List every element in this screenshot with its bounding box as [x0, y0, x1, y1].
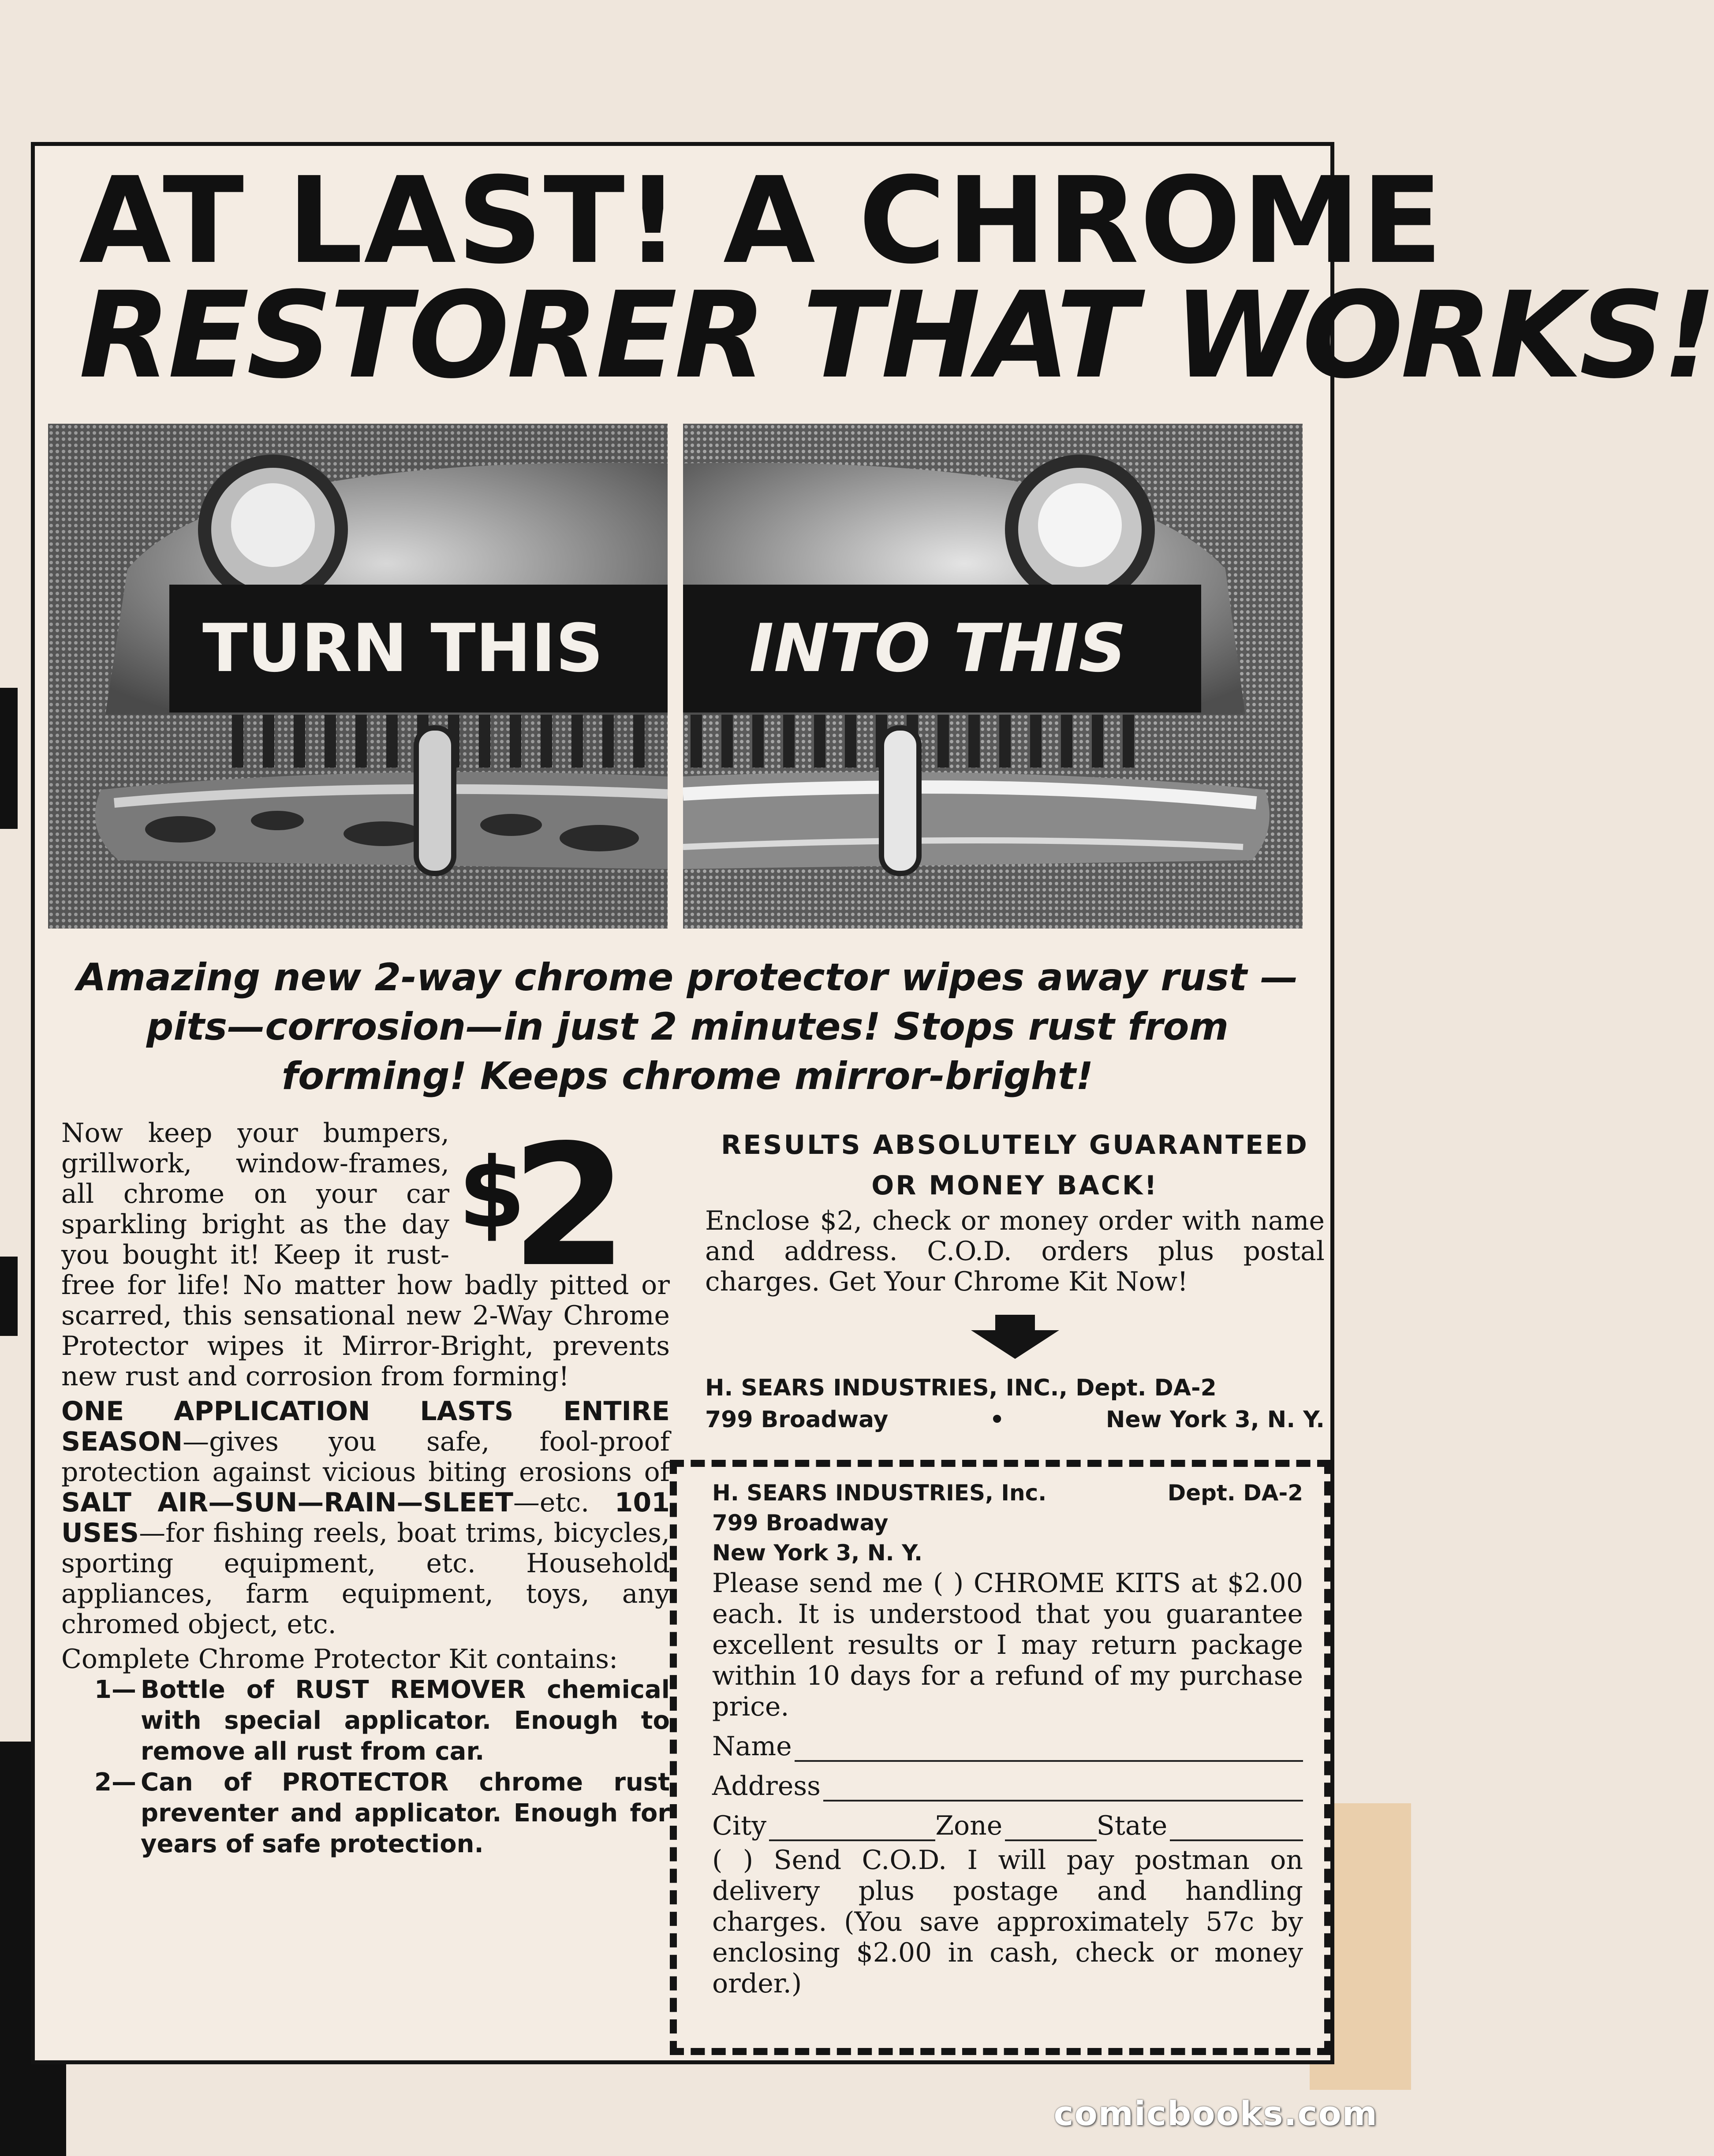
city-line[interactable]	[769, 1813, 935, 1841]
coupon-city: New York 3, N. Y.	[712, 1540, 923, 1566]
advertisement	[31, 142, 1714, 2064]
kit-item	[61, 1767, 670, 1860]
city-zone-state-field[interactable]	[712, 1802, 1303, 1841]
ordering-instructions: Enclose $2, check or money order with name and address. C.O.D. orders plus postal charges. Get Your Chrome Kit Now!	[705, 1205, 1325, 1297]
headline-line-1: AT LAST! A CHROME	[79, 151, 1444, 290]
name-field[interactable]	[712, 1722, 1303, 1762]
company-name: H. SEARS INDUSTRIES, INC., Dept. DA-2	[705, 1375, 1217, 1401]
intro-text: Now keep your bumpers, grillwork, window-frames, all chrome on your car sparkling bright as the day you bought it! Keep it rust-free for life! No matter how badly pitted or scarred, this sensational new 2-Way Chrome Protector wipes it Mirror-Bright, prevents new rust and corrosion from forming!	[61, 1118, 670, 1392]
kit-item-text: Can of PROTECTOR chrome rust preventer and applicator. Enough for years of safe protection.	[141, 1768, 670, 1858]
coupon-street: 799 Broadway	[712, 1510, 889, 1536]
headline	[79, 151, 1714, 405]
season-text-3: —for fishing reels, boat trims, bicycles, sporting equipment, etc. Household appliances, farm equipment, toys, any chromed object, etc.	[61, 1518, 670, 1640]
intro-paragraph	[61, 1108, 670, 1392]
turn-this-banner: TURN THIS	[169, 585, 668, 712]
season-paragraph	[61, 1396, 670, 1640]
name-label: Name	[712, 1731, 792, 1762]
coupon-order-text: Please send me ( ) CHROME KITS at $2.00 each. It is understood that you guarantee excellent results or I may return package within 10 days for a refund of my purchase price.	[712, 1568, 1303, 1722]
name-line[interactable]	[795, 1734, 1303, 1762]
company-address	[705, 1372, 1325, 1436]
kit-item-number: 1—	[94, 1675, 136, 1704]
address-field[interactable]	[712, 1762, 1303, 1802]
cod-text: ( ) Send C.O.D. I will pay postman on delivery plus postage and handling charges. (You save approximately 57c by enclosing $2.00 in cash, check or money order.)	[712, 1845, 1303, 1999]
coupon-content	[712, 1478, 1303, 1999]
coupon-dept: Dept. DA-2	[1167, 1480, 1303, 1506]
uses-heading: 101 USES	[61, 1487, 670, 1548]
guarantee-line-1: RESULTS ABSOLUTELY GUARANTEED	[721, 1130, 1309, 1160]
guarantee-heading	[705, 1125, 1325, 1206]
price-value: 2	[511, 1108, 628, 1304]
address-label: Address	[712, 1771, 821, 1802]
after-photo	[683, 424, 1303, 929]
state-line[interactable]	[1170, 1813, 1303, 1841]
price-tag	[458, 1108, 670, 1304]
weather-elements: SALT AIR—SUN—RAIN—SLEET	[61, 1487, 513, 1518]
product-description	[61, 1108, 670, 1860]
arrow-down-icon	[971, 1315, 1059, 1359]
kit-item-number: 2—	[94, 1768, 136, 1797]
before-after-photos	[48, 424, 1318, 929]
city: New York 3, N. Y.	[1105, 1406, 1325, 1433]
price-symbol: $	[458, 1137, 526, 1250]
order-coupon[interactable]	[670, 1460, 1331, 2055]
address-row	[705, 1404, 1325, 1436]
season-heading: ONE APPLICATION LASTS ENTIRE SEASON	[61, 1396, 670, 1457]
address-line[interactable]	[823, 1773, 1303, 1802]
zone-label: Zone	[935, 1810, 1003, 1841]
headline-line-2: RESTORER THAT WORKS!	[79, 266, 1714, 405]
coupon-company: H. SEARS INDUSTRIES, Inc.	[712, 1480, 1047, 1506]
torn-edge-top	[0, 688, 18, 829]
season-text-1: —gives you safe, fool-proof protection against vicious biting erosions of	[61, 1426, 670, 1488]
kit-intro: Complete Chrome Protector Kit contains:	[61, 1644, 618, 1675]
into-this-banner: INTO THIS	[683, 585, 1201, 712]
coupon-address	[712, 1478, 1303, 1568]
torn-edge-mid	[0, 1257, 18, 1336]
coupon-company-row	[712, 1478, 1303, 1508]
street: 799 Broadway	[705, 1406, 889, 1433]
bullet: •	[990, 1406, 1005, 1433]
order-info	[705, 1125, 1325, 1436]
guarantee-line-2: OR MONEY BACK!	[871, 1170, 1158, 1201]
state-label: State	[1096, 1810, 1168, 1841]
kit-item-text: Bottle of RUST REMOVER chemical with special applicator. Enough to remove all rust from car.	[141, 1675, 670, 1766]
city-label: City	[712, 1810, 767, 1841]
watermark: comicbooks.com	[1053, 2094, 1378, 2133]
before-photo	[48, 424, 668, 929]
subheadline: Amazing new 2-way chrome protector wipes away rust —pits—corrosion—in just 2 minutes! Stops rust from forming! Keeps chrome mirror-bright!	[76, 955, 1299, 1098]
zone-line[interactable]	[1005, 1813, 1096, 1841]
kit-item	[61, 1675, 670, 1767]
season-text-2: —etc.	[513, 1487, 615, 1518]
kit-contents-list	[61, 1675, 670, 1860]
